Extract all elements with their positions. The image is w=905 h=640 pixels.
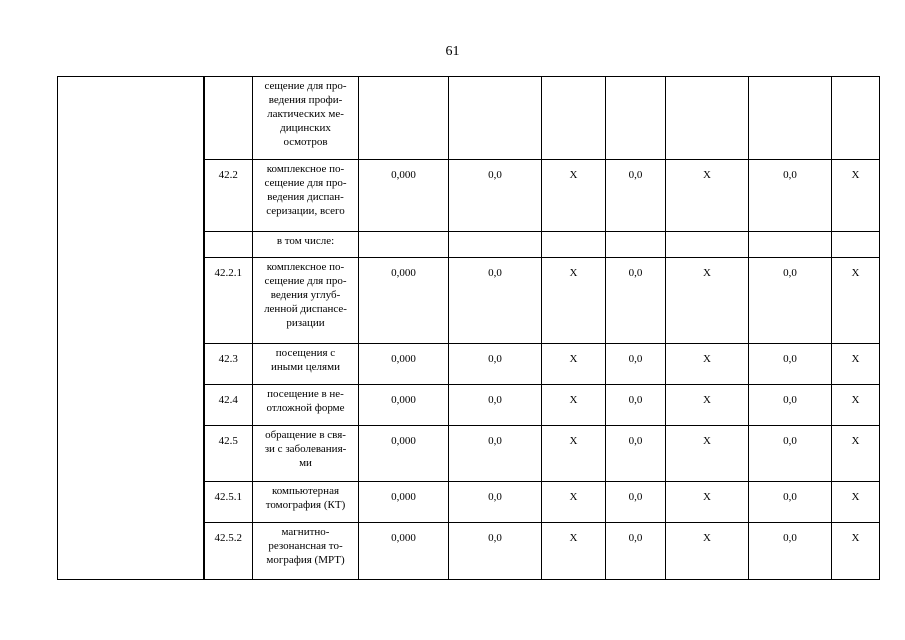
value-cell-4 (606, 77, 666, 160)
row-number-cell (204, 232, 253, 258)
row-number-cell: 42.2 (204, 160, 253, 232)
value-cell-7 (832, 77, 880, 160)
value-cell-6: 0,0 (749, 426, 832, 482)
value-cell-7: Х (832, 344, 880, 385)
value-cell-2: 0,0 (449, 344, 542, 385)
row-number-cell: 42.5.2 (204, 523, 253, 580)
value-cell-4: 0,0 (606, 344, 666, 385)
value-cell-3 (542, 232, 606, 258)
value-cell-1: 0,000 (359, 160, 449, 232)
value-cell-6 (749, 232, 832, 258)
value-cell-2: 0,0 (449, 482, 542, 523)
value-cell-1: 0,000 (359, 482, 449, 523)
value-cell-6: 0,0 (749, 385, 832, 426)
indicator-name-cell: посещение в не- отложной форме (253, 385, 359, 426)
value-cell-4: 0,0 (606, 482, 666, 523)
value-cell-5 (666, 77, 749, 160)
value-cell-4: 0,0 (606, 385, 666, 426)
value-cell-1 (359, 232, 449, 258)
value-cell-7: Х (832, 482, 880, 523)
value-cell-4: 0,0 (606, 426, 666, 482)
value-cell-3: Х (542, 482, 606, 523)
row-number-cell: 42.4 (204, 385, 253, 426)
value-cell-5: Х (666, 258, 749, 344)
value-cell-3: Х (542, 258, 606, 344)
value-cell-1: 0,000 (359, 258, 449, 344)
value-cell-4: 0,0 (606, 160, 666, 232)
value-cell-6: 0,0 (749, 482, 832, 523)
value-cell-5: Х (666, 523, 749, 580)
value-cell-2: 0,0 (449, 258, 542, 344)
value-cell-2: 0,0 (449, 523, 542, 580)
value-cell-3: Х (542, 344, 606, 385)
row-number-cell: 42.5.1 (204, 482, 253, 523)
table-body (58, 77, 880, 580)
row-number-cell: 42.3 (204, 344, 253, 385)
value-cell-3: Х (542, 426, 606, 482)
value-cell-1 (359, 77, 449, 160)
value-cell-7: Х (832, 426, 880, 482)
value-cell-7: Х (832, 523, 880, 580)
value-cell-4 (606, 232, 666, 258)
value-cell-2 (449, 232, 542, 258)
value-cell-6: 0,0 (749, 344, 832, 385)
value-cell-6: 0,0 (749, 258, 832, 344)
value-cell-7 (832, 232, 880, 258)
value-cell-5 (666, 232, 749, 258)
indicator-name-cell: комплексное по- сещение для про- ведения диспан- серизации, всего (253, 160, 359, 232)
value-cell-4: 0,0 (606, 258, 666, 344)
indicator-name-cell: магнитно- резонансная то- мография (МРТ) (253, 523, 359, 580)
value-cell-4: 0,0 (606, 523, 666, 580)
value-cell-5: Х (666, 426, 749, 482)
value-cell-3: Х (542, 160, 606, 232)
indicator-name-cell: сещение для про- ведения профи- лактических ме- дицинских осмотров (253, 77, 359, 160)
page-number: 61 (445, 44, 460, 59)
value-cell-6: 0,0 (749, 523, 832, 580)
value-cell-1: 0,000 (359, 523, 449, 580)
section-cell (58, 77, 204, 580)
value-cell-1: 0,000 (359, 426, 449, 482)
value-cell-6 (749, 77, 832, 160)
value-cell-2: 0,0 (449, 160, 542, 232)
row-number-cell: 42.5 (204, 426, 253, 482)
value-cell-5: Х (666, 160, 749, 232)
value-cell-2: 0,0 (449, 426, 542, 482)
value-cell-7: Х (832, 160, 880, 232)
row-number-cell: 42.2.1 (204, 258, 253, 344)
indicator-name-cell: обращение в свя- зи с заболевания- ми (253, 426, 359, 482)
indicator-name-cell: в том числе: (253, 232, 359, 258)
value-cell-3: Х (542, 385, 606, 426)
value-cell-5: Х (666, 344, 749, 385)
data-table (57, 76, 880, 580)
indicator-name-cell: посещения с иными целями (253, 344, 359, 385)
table-row (58, 77, 880, 160)
value-cell-7: Х (832, 258, 880, 344)
value-cell-2 (449, 77, 542, 160)
value-cell-1: 0,000 (359, 385, 449, 426)
value-cell-5: Х (666, 482, 749, 523)
value-cell-3 (542, 77, 606, 160)
value-cell-3: Х (542, 523, 606, 580)
row-number-cell (204, 77, 253, 160)
value-cell-6: 0,0 (749, 160, 832, 232)
indicator-name-cell: компьютерная томография (КТ) (253, 482, 359, 523)
value-cell-7: Х (832, 385, 880, 426)
value-cell-2: 0,0 (449, 385, 542, 426)
indicator-name-cell: комплексное по- сещение для про- ведения углуб- ленной диспансе- ризации (253, 258, 359, 344)
value-cell-5: Х (666, 385, 749, 426)
value-cell-1: 0,000 (359, 344, 449, 385)
